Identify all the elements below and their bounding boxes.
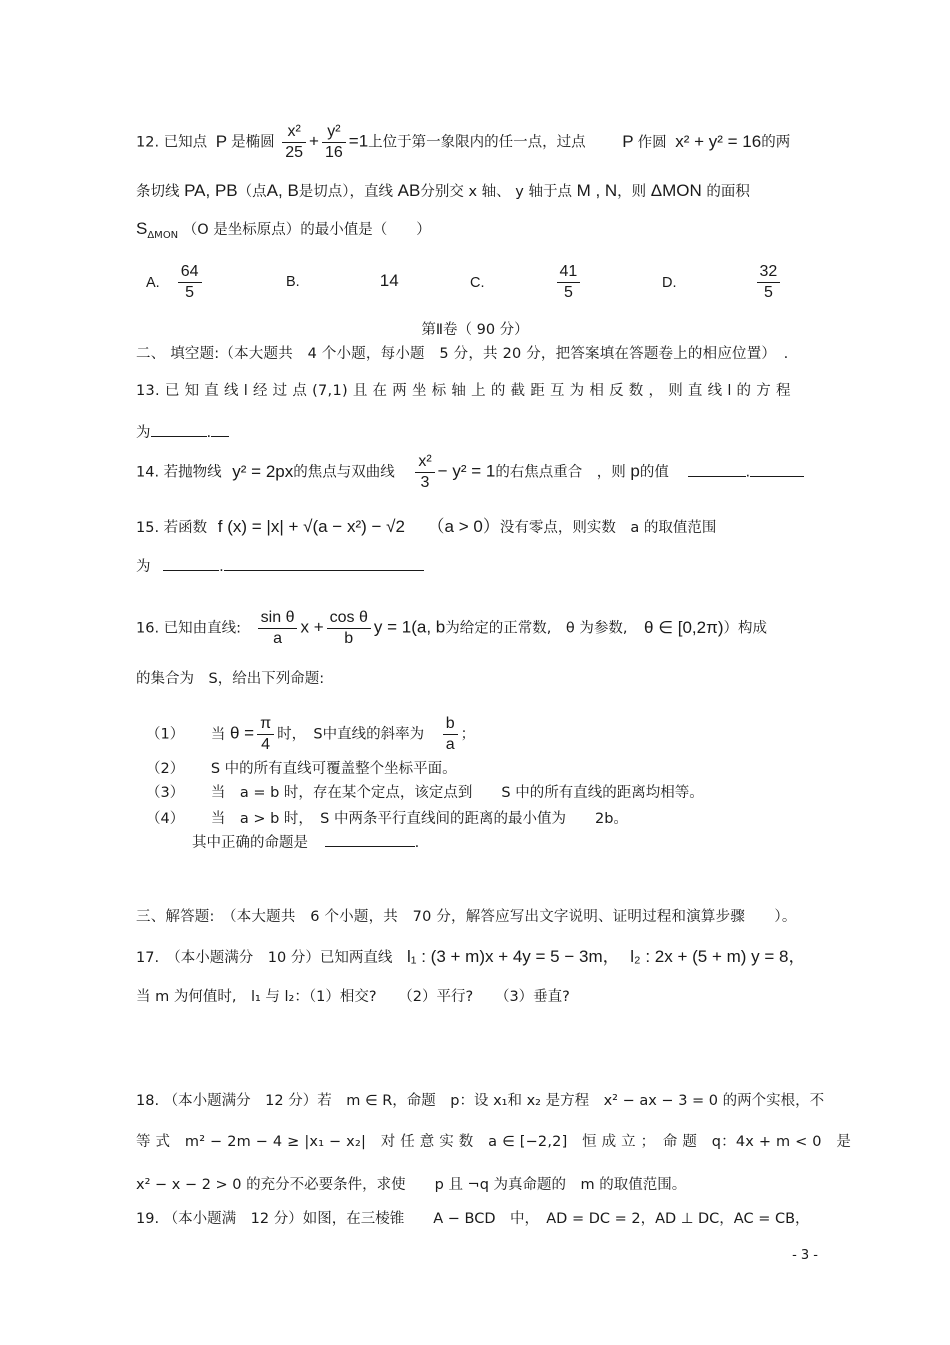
q17-line-l2: l₂ : 2x + (5 + m) y = 8， — [630, 947, 806, 966]
q19-line1: 19. （本小题满 12 分）如图，在三棱锥 A − BCD 中， AD = DC = 2，AD ⊥ DC，AC = CB， — [136, 1211, 810, 1227]
q12-y-axis: y 轴于点 — [515, 184, 572, 200]
q17-line1 — [136, 946, 816, 969]
q16-item3-text: 当 a = b 时，存在某个定点，该定点到 S 中的所有直线的距离均相等。 — [210, 785, 704, 801]
q12-ab: A, B — [266, 181, 299, 200]
part2-title: 第Ⅱ卷（ 90 分） — [421, 322, 529, 338]
q16-item1-b: 时， S中直线的斜率为 — [277, 726, 425, 743]
q12-point-p: P — [215, 131, 228, 151]
q16-item2 — [146, 758, 826, 780]
q15-text-b: 没有零点，则实数 a 的取值范围 — [499, 520, 717, 536]
q14-text-c: 的右焦点重合 ，则 — [495, 464, 626, 481]
q12-ab2: AB — [397, 181, 421, 200]
q13-line2 — [136, 420, 816, 444]
q12-line2 — [136, 180, 816, 203]
q17-intro: 17. （本小题满分 10 分）已知两直线 — [136, 950, 393, 966]
q12-is-ellipse: 是椭圆 — [231, 134, 275, 151]
q13-wei: 为 — [136, 425, 151, 441]
q16-item3 — [146, 782, 826, 804]
q16-text-b: 为给定的正常数, θ 为参数, — [445, 620, 628, 637]
q16-item1-pi-frac: $\frac{\pi}{4}$ — [257, 714, 274, 755]
q14-intro: 14. 若抛物线 — [136, 464, 222, 481]
q12-option-d — [662, 262, 783, 303]
q12-line1: 12. 已知点 P 是椭圆 $\frac{\text{x²}}{25}$ + $\frac{\text{y²}}{16}$ =1上位于第一象限内的任一点，过点 P 作圆 x² + y² = 16的两 — [136, 123, 791, 161]
q13-dot: . — [206, 425, 212, 441]
q16-item2-text: S 中的所有直线可覆盖整个坐标平面。 — [210, 761, 457, 777]
q16-text-c: ）构成 — [723, 620, 768, 637]
q15-dot: . — [219, 559, 224, 575]
q12-circle-text: 作圆 — [637, 134, 667, 151]
q16-xpart: x + — [300, 617, 324, 637]
q14-text-d: 的值 — [639, 464, 669, 481]
q18-line3: x² − x − 2 > 0 的充分不必要条件，求使 p 且 ¬q 为真命题的 m 的取值范围。 — [136, 1177, 687, 1193]
q15-line1 — [136, 516, 816, 539]
q16-range: θ ∈ [0,2π) — [644, 617, 724, 637]
q16-line1 — [136, 608, 816, 649]
q14-line — [136, 452, 816, 493]
q16-item3-label: （3） — [146, 785, 185, 801]
q14-answer-blank-tail — [750, 460, 804, 477]
q13-line1: 13. 已 知 直 线 l 经 过 点 (7,1) 且 在 两 坐 标 轴 上 的 截 距 互 为 相 反 数 ， 则 直 线 l 的 方 程 — [136, 383, 791, 399]
q12-option-a-label: A. — [146, 274, 160, 291]
page-number: - 3 - — [792, 1248, 818, 1263]
q16-sin-frac: $\frac{\text{sin θ}}{a}$ — [258, 608, 298, 649]
q12-s-sub: ΔMON — [147, 229, 179, 241]
q15-condition: （a > 0） — [427, 517, 500, 536]
q12-option-a-frac: $\frac{64}{5}$ — [178, 262, 202, 303]
q12-line3 — [136, 218, 816, 247]
q15-answer-blank[interactable] — [163, 554, 219, 571]
q15-intro: 15. 若函数 — [136, 520, 208, 536]
q12-option-b — [286, 271, 399, 291]
q12-option-c-frac: $\frac{41}{5}$ — [557, 262, 581, 303]
q16-ypart: y = 1(a, b — [373, 617, 446, 637]
q14-hyperbola-frac: $\frac{\text{x²}}{3}$ — [415, 452, 434, 493]
q14-text-b: 的焦点与双曲线 — [293, 464, 395, 481]
q15-line2 — [136, 554, 816, 578]
q14-hyperbola-rest: − y² = 1 — [437, 461, 496, 481]
q16-answer-blank[interactable] — [325, 830, 415, 847]
q16-item4 — [146, 808, 826, 830]
q12-s: S — [136, 219, 148, 238]
q16-item2-label: （2） — [146, 761, 185, 777]
q12-option-c-label: C. — [470, 274, 485, 291]
q12-line2-text: 条切线 — [136, 184, 180, 200]
q12-ellipse-frac-y: $\frac{\text{y²}}{16}$ — [322, 122, 346, 163]
q12-option-d-frac: $\frac{32}{5}$ — [757, 262, 781, 303]
q12-option-a — [146, 262, 205, 303]
q12-mn: M , N — [576, 181, 618, 200]
q12-point-desc: 上位于第一象限内的任一点，过点 — [368, 134, 586, 151]
q15-answer-blank-tail — [224, 554, 424, 571]
q12-intro: 12. 已知点 — [136, 134, 208, 151]
q16-item1-slope-frac: $\frac{b}{a}$ — [443, 714, 458, 755]
q16-item4-text: 当 a > b 时， S 中两条平行直线间的距离的最小值为 2b。 — [210, 811, 628, 827]
q13-answer-blank-tail — [211, 420, 229, 437]
q12-eq1: =1 — [348, 131, 369, 151]
q16-dot: . — [414, 835, 420, 851]
q16-answer-text: 其中正确的命题是 — [192, 835, 308, 851]
q15-wei: 为 — [136, 559, 151, 575]
q12-option-d-label: D. — [662, 274, 677, 291]
q16-item1-theta: θ = — [229, 723, 255, 743]
q14-dot: . — [745, 464, 751, 481]
q14-parabola: y² = 2px — [232, 461, 294, 481]
q16-answer-line — [192, 830, 872, 854]
q17-line-l1: l₁ : (3 + m)x + 4y = 5 − 3m， — [406, 947, 620, 966]
q12-triangle: ΔMON — [650, 181, 702, 200]
q16-item1-label: （1） — [146, 726, 185, 743]
q12-option-c — [470, 262, 583, 303]
q12-circle-eq: x² + y² = 16 — [675, 131, 762, 151]
q12-two: 的两 — [761, 134, 791, 151]
q16-line2: 的集合为 S，给出下列命题: — [136, 671, 325, 687]
q18-line1: 18. （本小题满分 12 分）若 m ∈ R，命题 p：设 x₁和 x₂ 是方程 x² − ax − 3 = 0 的两个实根，不 — [136, 1093, 825, 1109]
section2-heading: 二、 填空题:（本大题共 4 个小题，每小题 5 分，共 20 分，把答案填在答题卷上的相应位置） . — [136, 346, 789, 362]
q12-ellipse-frac-x: $\frac{\text{x²}}{25}$ — [282, 122, 306, 163]
q12-then: ，则 — [617, 184, 647, 200]
q18-line2: 等 式 m² − 2m − 4 ≥ |x₁ − x₂| 对 任 意 实 数 a ∈ [−2,2] 恒 成 立 ； 命 题 q：4x + m < 0 是 — [136, 1134, 852, 1150]
q16-item1-a: 当 — [210, 726, 226, 743]
q17-line2: 当 m 为何值时, l₁ 与 l₂：（1）相交? （2）平行? （3）垂直? — [136, 989, 570, 1005]
q12-x-axis: x 轴、 — [468, 184, 511, 200]
q14-p: p — [630, 461, 640, 481]
q16-item1 — [146, 714, 826, 755]
q12-point-p2: P — [622, 131, 634, 151]
q15-function: f (x) = |x| + √(a − x²) − √2 — [217, 517, 405, 536]
q16-item4-label: （4） — [146, 811, 185, 827]
section3-heading: 三、解答题: （本大题共 6 个小题，共 70 分，解答应写出文字说明、证明过程和演算步骤 ）。 — [136, 909, 797, 925]
q12-note-a: （点 — [237, 184, 267, 200]
q13-answer-blank[interactable] — [151, 420, 207, 437]
q16-intro: 16. 已知由直线: — [136, 620, 242, 637]
q12-option-b-label: B. — [286, 274, 300, 290]
q12-note-b: 是切点），直线 — [298, 184, 394, 200]
q12-option-b-value: 14 — [379, 271, 399, 290]
q12-cross: 分别交 — [420, 184, 464, 200]
q14-answer-blank[interactable] — [688, 460, 746, 477]
q12-origin-note: （O 是坐标原点）的最小值是（ ） — [182, 222, 431, 238]
q16-cos-frac: $\frac{\text{cos θ}}{b}$ — [327, 608, 371, 649]
q16-item1-c: ； — [460, 726, 476, 743]
q12-tangents: PA, PB — [184, 181, 238, 200]
q12-area: 的面积 — [706, 184, 750, 200]
